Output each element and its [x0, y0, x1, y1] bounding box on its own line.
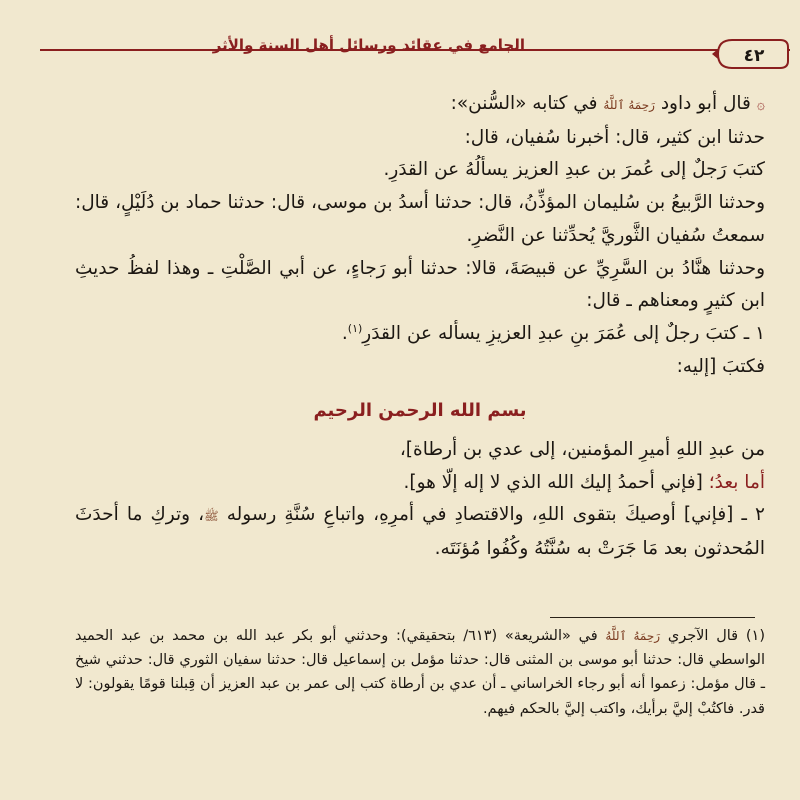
punctuation: .	[341, 322, 348, 344]
running-header	[40, 36, 790, 86]
footnote-ref: (١)	[347, 321, 363, 335]
paragraph: وحدثنا هنَّادُ بن السَّرِيِّ عن قبيصَةَ، قالا: حدثنا أبو رَجاءٍ، عن أبي الصَّلْتِ ـ وهذا لفظُ حديثِ ابن كثيرٍ ومعناهم ـ قال:	[75, 257, 765, 312]
paragraph: كتبَ رَجلٌ إلى عُمرَ بن عبدِ العزيز يسألُهُ عن القدَرِ.	[383, 159, 765, 181]
letter-text: [فإني أحمدُ إليك الله الذي لا إله إلّا هو].	[403, 471, 703, 493]
paragraph-hadith-1	[75, 318, 765, 351]
intro-text: قال أبو داود	[660, 93, 751, 114]
footnote-text-b: في «الشريعة» (٦١٣/ بتحقيقي): وحدثني أبو بكر عبد الله بن محمد بن عبد الحميد الواسطي قال: حدثنا أبو موسى بن المثنى قال: حدثنا مؤمل بن إسماعيل قال: حدثنا سفيان الثوري قال: حدثني شيخ ـ قال مؤمل: زعموا أنه أبو رجاء الخراساني ـ أن عدي بن أرطاة كتب إلى عمر بن عبد العزيز أن قِبلنا قومًا يقولون: لا قدر. فاكتُبْ إليَّ برأيك، واكتب إليَّ بالحكم فيهم.	[75, 628, 765, 717]
letter-line: من عبدِ اللهِ أميرِ المؤمنين، إلى عدي بن أرطاة]،	[399, 439, 765, 461]
header-title: الجامع في عقائد ورسائل أهل السنة والأثر	[212, 36, 525, 54]
honorific-rahimahullah: رَحِمَهُ ٱللَّهُ	[603, 98, 655, 112]
page-number: ٤٢	[743, 46, 765, 66]
footnote-divider	[550, 617, 755, 618]
paragraph: حدثنا ابن كثير، قال: أخبرنا سُفيان، قال:	[464, 126, 765, 148]
letter-text-b: ، وتركِ ما أحدَثَ المُحدثون بعد مَا جَرَتْ به سُنَّتُهُ وكُفُوا مُؤنَتَه.	[75, 504, 765, 560]
footnote-text-a: قال الآجري	[667, 628, 739, 644]
footnote	[75, 624, 765, 721]
main-text	[75, 88, 765, 566]
amma-bad-lead: أما بعدُ؛	[708, 471, 765, 493]
honorific-salla: ﷺ	[204, 509, 219, 524]
section-mark-icon: ۞	[756, 97, 765, 113]
footnote-paragraph	[75, 624, 765, 721]
page-number-badge	[710, 37, 790, 71]
letter-line	[75, 467, 765, 500]
letter-text-a: ٢ ـ [فإني] أوصيكَ بتقوى اللهِ، والاقتصادِ في أمرِهِ، واتباعِ سُنَّةِ رسوله	[226, 504, 765, 526]
intro-text-after: في كتابه «السُّنن»:	[450, 93, 598, 114]
paragraph: وحدثنا الرَّبيعُ بن سُليمان المؤذِّنُ، قال: حدثنا أسدُ بن موسى، قال: حدثنا حماد بن دُلَيْلٍ، قال: سمعتُ سُفيان الثَّوريَّ يُحدِّثنا عن النَّضرِ.	[75, 192, 765, 246]
paragraph: فكتبَ [إليه:	[676, 355, 765, 377]
basmala: بسم الله الرحمن الرحيم	[313, 400, 527, 422]
paragraph-intro	[75, 88, 765, 122]
honorific-rahimahullah: رَحِمَهُ ٱللَّهُ	[605, 629, 661, 643]
letter-line-2	[75, 499, 765, 565]
hadith-text: ١ ـ كتبَ رجلٌ إلى عُمَرَ بنِ عبدِ العزيزِ يسأله عن القدَرِ	[362, 322, 765, 344]
page-number-frame-icon	[710, 37, 790, 71]
footnote-number: (١)	[745, 628, 766, 644]
